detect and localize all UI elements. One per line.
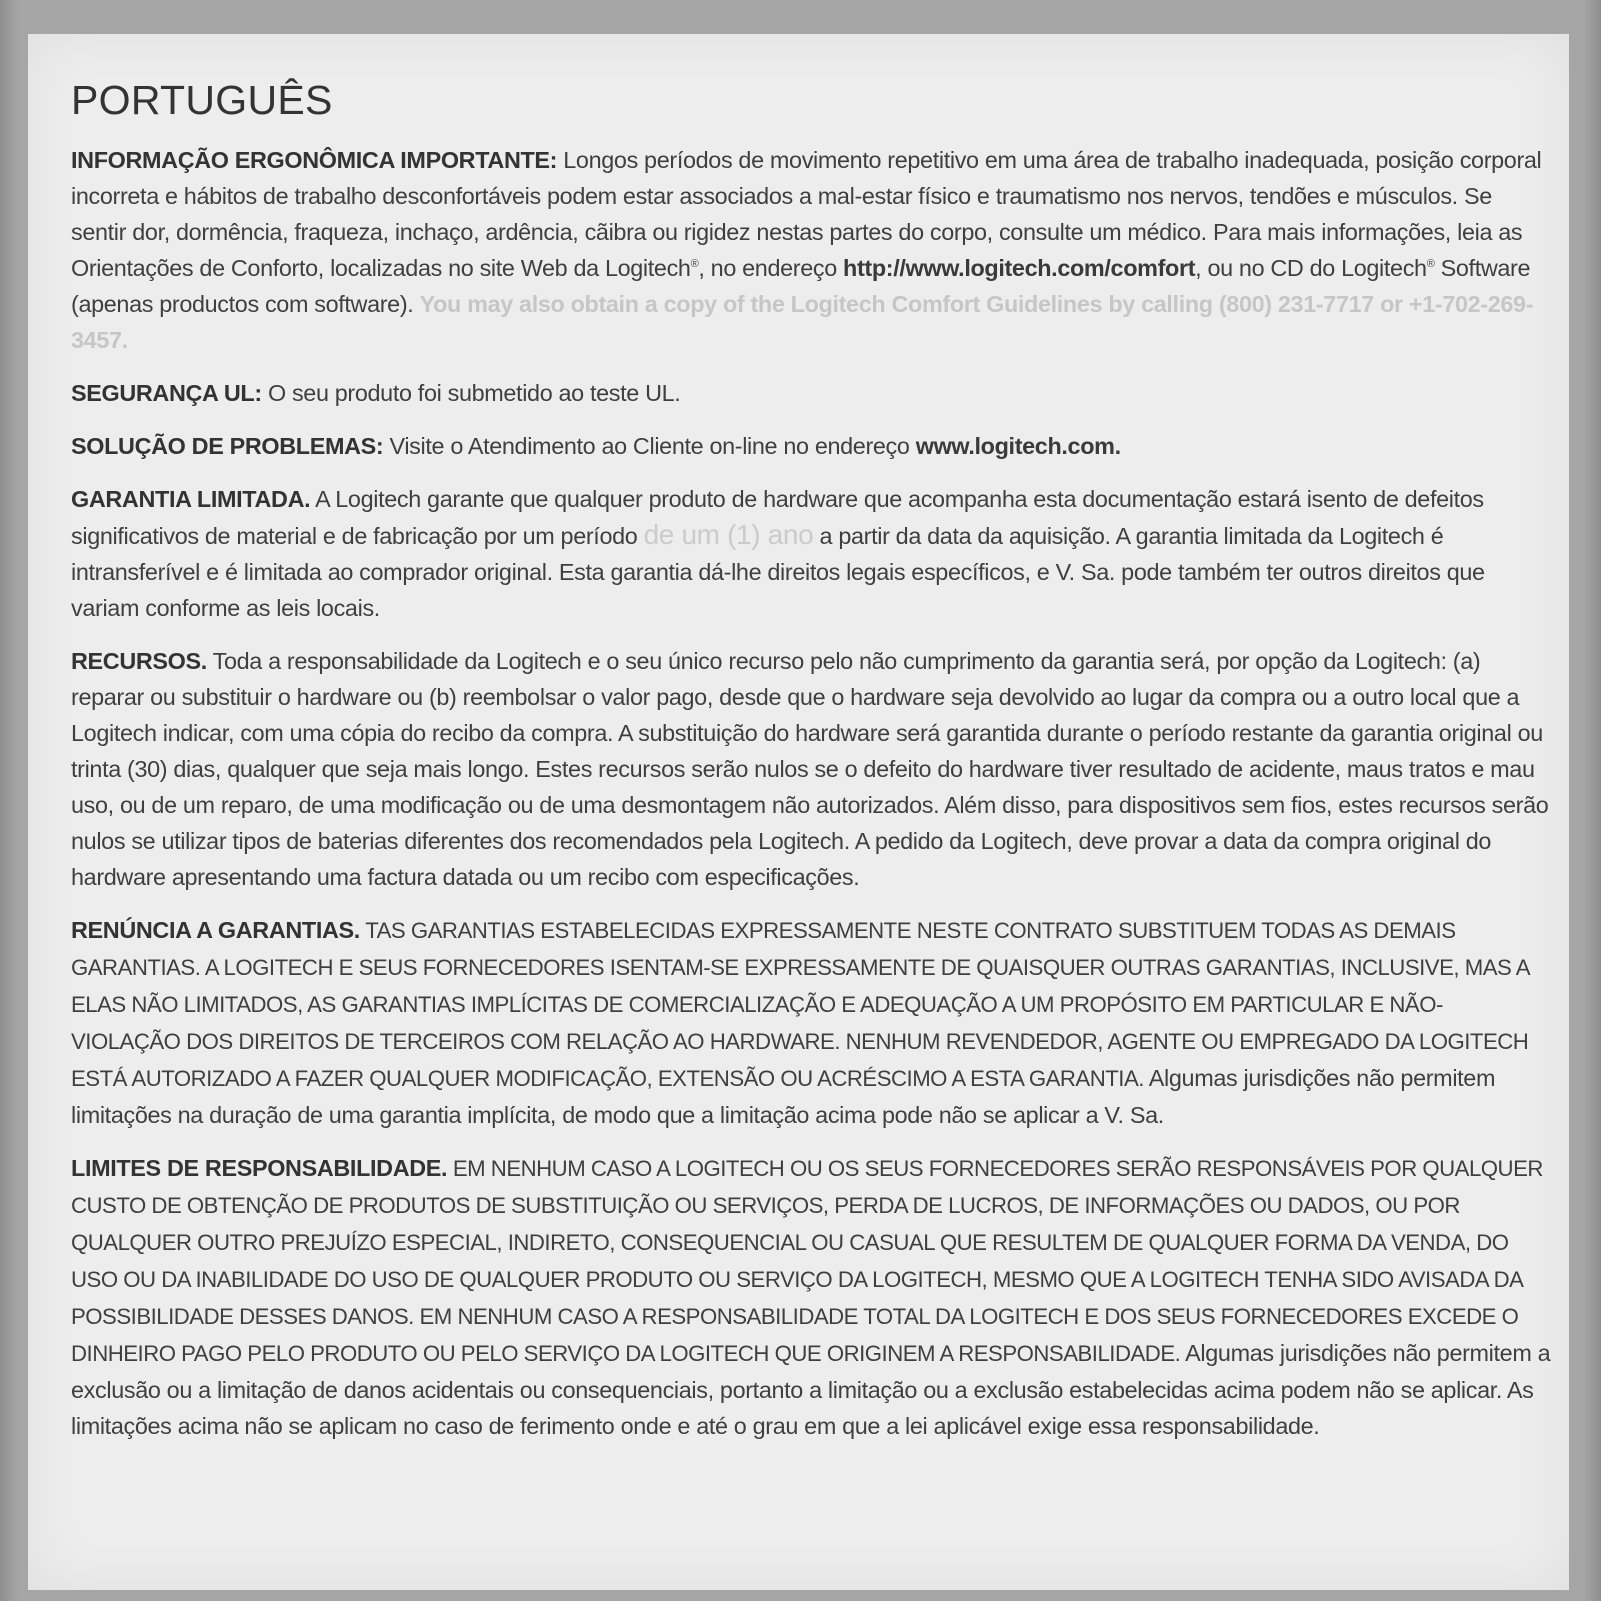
section-liability <box>71 1150 1551 1444</box>
section-ergonomic-heading: INFORMAÇÃO ERGONÔMICA IMPORTANTE: <box>71 147 558 173</box>
section-ergonomic <box>71 142 1551 358</box>
section-troubleshooting <box>71 428 1551 464</box>
comfort-link[interactable]: http://www.logitech.com/comfort <box>843 255 1196 281</box>
section-ergonomic-text-1: Longos períodos de movimento repetitivo em uma área de trabalho inadequada, posição corporal incorreta e hábitos de trabalho desconfortáveis podem estar associados a mal-estar físico e traumatismo nos nervos, tendões e músculos. Se sentir dor, dormência, fraqueza, inchaço, ardência, cãibra ou rigidez nestas partes do corpo, consulte um médico. Para mais informações, leia as Orientações de Conforto, localizadas no site Web da Logitech <box>71 147 1542 281</box>
section-liability-heading: LIMITES DE RESPONSABILIDADE. <box>71 1155 448 1181</box>
section-ul-heading: SEGURANÇA UL: <box>71 380 262 406</box>
section-remedies <box>71 643 1551 895</box>
section-liability-text: Algumas jurisdições não permitem a exclusão ou a limitação de danos acidentais ou consequenciais, portanto a limitação ou a exclusão estabelecidas acima podem não se aplicar. As limitações acima não se aplicam no caso de ferimento onde e até o grau em que a lei aplicável exige essa responsabilidade. <box>71 1340 1551 1439</box>
section-warranty <box>71 481 1551 626</box>
registered-mark: ® <box>1426 258 1435 271</box>
english-phone-note: You may also obtain a copy of the Logitech Comfort Guidelines by calling (800) 231-7717 or +1-702-269-3457. <box>71 291 1534 353</box>
section-warranty-heading: GARANTIA LIMITADA. <box>71 486 311 512</box>
section-warranty-text-2: a partir da data da aquisição. A garantia limitada da Logitech é intransferível e é limitada ao comprador original. Esta garantia dá-lhe direitos legais específicos, e V. Sa. pode também ter outros direitos que variam conforme as leis locais. <box>71 523 1485 621</box>
section-disclaimer-heading: RENÚNCIA A GARANTIAS. <box>71 917 360 943</box>
support-link[interactable]: www.logitech.com. <box>915 433 1121 459</box>
section-disclaimer-text: Algumas jurisdições não permitem limitações na duração de uma garantia implícita, de modo que a limitação acima pode não se aplicar a V. Sa. <box>71 1065 1496 1128</box>
section-remedies-heading: RECURSOS. <box>71 648 207 674</box>
section-troubleshooting-text: Visite o Atendimento ao Cliente on-line no endereço <box>383 433 916 459</box>
section-liability-caps: EM NENHUM CASO A LOGITECH OU OS SEUS FORNECEDORES SERÃO RESPONSÁVEIS POR QUALQUER CUSTO DE OBTENÇÃO DE PRODUTOS DE SUBSTITUIÇÃO OU SERVIÇOS, PERDA DE LUCROS, DE INFORMAÇÕES OU DADOS, OU POR QUALQUER OUTRO PREJUÍZO ESPECIAL, INDIRETO, CONSEQUENCIAL OU CASUAL QUE RESULTEM DE QUALQUER FORMA DA VENDA, DO USO OU DA INABILIDADE DO USO DE QUALQUER PRODUTO OU SERVIÇO DA LOGITECH, MESMO QUE A LOGITECH TENHA SIDO AVISADA DA POSSIBILIDADE DESSES DANOS. EM NENHUM CASO A RESPONSABILIDADE TOTAL DA LOGITECH E DOS SEUS FORNECEDORES EXCEDE O DINHEIRO PAGO PELO PRODUTO OU PELO SERVIÇO DA LOGITECH QUE ORIGINEM A RESPONSABILIDADE. <box>71 1156 1543 1366</box>
section-ergonomic-text-2: , no endereço <box>698 255 844 281</box>
page-title: PORTUGUÊS <box>71 77 333 123</box>
document-content <box>71 72 1551 1461</box>
document-page <box>28 34 1569 1590</box>
section-ul-text: O seu produto foi submetido ao teste UL. <box>261 380 681 406</box>
warranty-period: de um (1) ano <box>643 519 814 550</box>
section-ergonomic-text-3: , ou no CD do Logitech <box>1195 255 1427 281</box>
section-ergonomic-text-4: Software (apenas productos com software). <box>71 255 1531 317</box>
section-remedies-text: Toda a responsabilidade da Logitech e o seu único recurso pelo não cumprimento da garantia será, por opção da Logitech: (a) reparar ou substituir o hardware ou (b) reembolsar o valor pago, desde que o hardware seja devolvido ao lugar da compra ou a outro local que a Logitech indicar, com uma cópia do recibo da compra. A substituição do hardware será garantida durante o período restante da garantia original ou trinta (30) dias, qualquer que seja mais longo. Estes recursos serão nulos se o defeito do hardware tiver resultado de acidente, maus tratos e mau uso, ou de um reparo, de uma modificação ou de uma desmontagem não autorizados. Além disso, para dispositivos sem fios, estes recursos serão nulos se utilizar tipos de baterias diferentes dos recomendados pela Logitech. A pedido da Logitech, deve provar a data da compra original do hardware apresentando uma factura datada ou um recibo com especificações. <box>71 648 1549 890</box>
section-ul <box>71 375 1551 411</box>
section-troubleshooting-heading: SOLUÇÃO DE PROBLEMAS: <box>71 433 384 459</box>
section-disclaimer <box>71 912 1551 1133</box>
section-warranty-text-1: A Logitech garante que qualquer produto de hardware que acompanha esta documentação estará isento de defeitos significativos de material e de fabricação por um período <box>71 486 1484 549</box>
section-disclaimer-caps: TAS GARANTIAS ESTABELECIDAS EXPRESSAMENTE NESTE CONTRATO SUBSTITUEM TODAS AS DEMAIS GARANTIAS. A LOGITECH E SEUS FORNECEDORES ISENTAM-SE EXPRESSAMENTE DE QUAISQUER OUTRAS GARANTIAS, INCLUSIVE, MAS A ELAS NÃO LIMITADOS, AS GARANTIAS IMPLÍCITAS DE COMERCIALIZAÇÃO E ADEQUAÇÃO A UM PROPÓSITO EM PARTICULAR E NÃO-VIOLAÇÃO DOS DIREITOS DE TERCEIROS COM RELAÇÃO AO HARDWARE. NENHUM REVENDEDOR, AGENTE OU EMPREGADO DA LOGITECH ESTÁ AUTORIZADO A FAZER QUALQUER MODIFICAÇÃO, EXTENSÃO OU ACRÉSCIMO A ESTA GARANTIA. <box>71 918 1529 1091</box>
registered-mark: ® <box>690 258 699 271</box>
